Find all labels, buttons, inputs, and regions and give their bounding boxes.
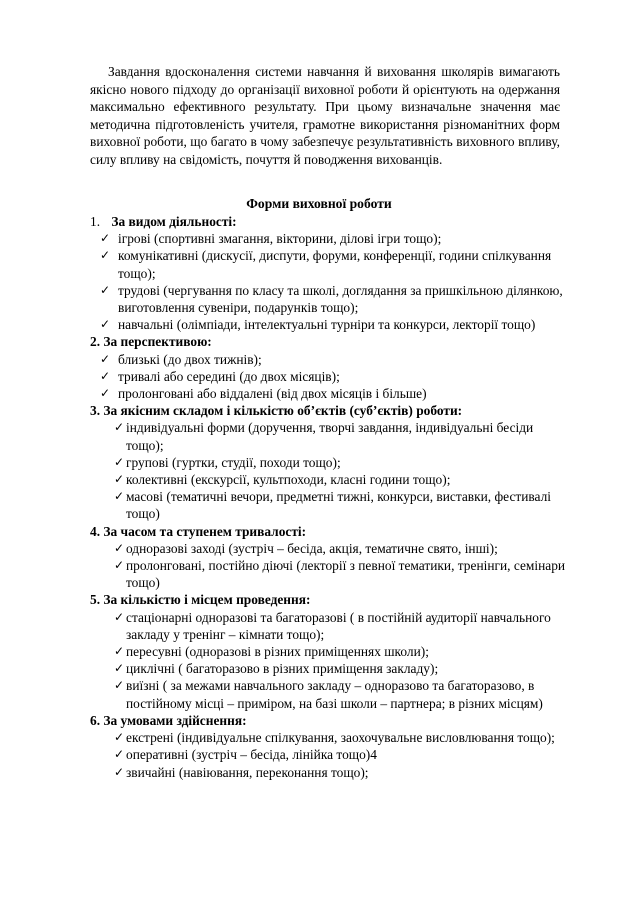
list-item — [90, 454, 570, 471]
list-item — [90, 557, 570, 591]
section-items — [90, 609, 570, 712]
checkmark-icon: ✓ — [114, 420, 125, 435]
checkmark-icon: ✓ — [114, 558, 125, 573]
checkmark-icon: ✓ — [100, 317, 111, 332]
section-items — [90, 419, 570, 522]
checkmark-icon: ✓ — [114, 540, 125, 555]
section-heading-text: За якісним складом і кількістю об’єктів (суб’єктів) роботи: — [103, 403, 463, 419]
list-item — [90, 368, 570, 385]
classification-section — [90, 333, 570, 402]
classification-section — [90, 712, 570, 781]
section-heading — [90, 712, 570, 729]
list-item-text: виїзні ( за межами навчального закладу – одноразово та багаторазово, в постійному місці – приміром, на базі школи – партнера; в різних місцям) — [126, 678, 543, 711]
checkmark-icon: ✓ — [114, 609, 125, 624]
list-item-text: масові (тематичні вечори, предметні тижні, конкурси, виставки, фестивалі тощо) — [126, 489, 552, 522]
section-items — [90, 540, 570, 592]
list-item — [90, 677, 570, 711]
section-heading — [90, 402, 570, 419]
list-item-text: циклічні ( багаторазово в різних приміщення закладу); — [126, 661, 439, 677]
list-item-text: близькі (до двох тижнів); — [118, 351, 262, 367]
section-heading-text: За кількістю і місцем проведення: — [103, 592, 311, 608]
list-item-text: ігрові (спортивні змагання, вікторини, ділові ігри тощо); — [118, 231, 442, 247]
section-items — [90, 230, 570, 333]
list-item — [90, 660, 570, 677]
checkmark-icon: ✓ — [114, 730, 125, 745]
checkmark-icon: ✓ — [114, 472, 125, 487]
section-heading-text: За перспективою: — [103, 334, 212, 350]
section-number: 1. — [90, 214, 101, 229]
checkmark-icon: ✓ — [100, 368, 111, 383]
section-number: 3. — [90, 403, 101, 419]
list-item — [90, 729, 570, 746]
list-item-text: групові (гуртки, студії, походи тощо); — [126, 454, 341, 470]
list-item — [90, 385, 570, 402]
list-item-text: комунікативні (дискусії, диспути, форуми, конференції, години спілкування тощо); — [118, 248, 552, 281]
list-item-text: тривалі або середині (до двох місяців); — [118, 368, 340, 384]
list-item — [90, 230, 570, 247]
list-item — [90, 282, 570, 316]
section-heading-text: За часом та ступенем тривалості: — [103, 523, 307, 539]
list-item — [90, 643, 570, 660]
checkmark-icon: ✓ — [114, 747, 125, 762]
checkmark-icon: ✓ — [114, 661, 125, 676]
section-items — [90, 729, 570, 781]
classification-section — [90, 402, 570, 522]
list-item — [90, 764, 570, 781]
list-item-text: екстрені (індивідуальне спілкування, заохочувальне висловлювання тощо); — [126, 730, 555, 746]
list-item-text: одноразові заході (зустріч – бесіда, акція, тематичне свято, інші); — [126, 540, 498, 556]
checkmark-icon: ✓ — [114, 644, 125, 659]
section-number: 5. — [90, 592, 101, 608]
section-number: 6. — [90, 712, 101, 728]
intro-paragraph: Завдання вдосконалення системи навчання й виховання школярів вимагають якісно нового підходу до організації виховної роботи й орієнтують на одержання максимально ефективного результату. При цьому визначальне значення має методична підготовленість учителя, грамотне використання різноманітних форм виховної роботи, що багато в чому забезпечує результативність виховного впливу, силу впливу на свідомість, почуття й поводження вихованців. — [90, 64, 560, 167]
section-heading — [90, 591, 570, 608]
list-item — [90, 609, 570, 643]
list-item-text: пересувні (одноразові в різних приміщеннях школи); — [126, 644, 429, 660]
list-item-text: пролонговані або віддалені (від двох місяців і більше) — [118, 386, 427, 402]
section-items — [90, 351, 570, 403]
section-heading — [90, 523, 570, 540]
list-item-text: колективні (екскурсії, культпоходи, класні години тощо); — [126, 472, 451, 488]
list-item — [90, 471, 570, 488]
list-item — [90, 247, 570, 281]
checkmark-icon: ✓ — [100, 386, 111, 401]
section-title: Форми виховної роботи — [246, 196, 392, 211]
list-item-text: навчальні (олімпіади, інтелектуальні турніри та конкурси, лекторії тощо) — [118, 317, 536, 333]
section-heading — [90, 333, 570, 350]
list-item-text: оперативні (зустріч – бесіда, лінійка тощо)4 — [126, 747, 377, 763]
section-heading — [90, 213, 570, 230]
classification-section — [90, 213, 570, 333]
list-item — [90, 419, 570, 453]
list-item-text: індивідуальні форми (доручення, творчі завдання, індивідуальні бесіди тощо); — [126, 420, 534, 453]
checkmark-icon: ✓ — [114, 489, 125, 504]
checkmark-icon: ✓ — [100, 351, 111, 366]
checkmark-icon: ✓ — [100, 231, 111, 246]
checkmark-icon: ✓ — [114, 678, 125, 693]
list-item — [90, 540, 570, 557]
checkmark-icon: ✓ — [114, 764, 125, 779]
section-number: 4. — [90, 523, 101, 539]
list-item — [90, 316, 570, 333]
list-item-text: стаціонарні одноразові та багаторазові ( в постійній аудиторії навчального закладу у тренінг – кімнати тощо); — [126, 609, 551, 642]
checkmark-icon: ✓ — [100, 248, 111, 263]
forms-list — [90, 213, 570, 781]
section-heading-text: За умовами здійснення: — [103, 712, 247, 728]
section-number: 2. — [90, 334, 101, 350]
list-item — [90, 488, 570, 522]
checkmark-icon: ✓ — [100, 282, 111, 297]
list-item-text: звичайні (навіювання, переконання тощо); — [126, 764, 369, 780]
list-item — [90, 351, 570, 368]
classification-section — [90, 591, 570, 711]
section-heading-text: За видом діяльності: — [111, 214, 237, 229]
list-item-text: трудові (чергування по класу та школі, доглядання за пришкільною ділянкою, виготовлення сувеніри, подарунків тощо); — [118, 282, 563, 316]
list-item-text: пролонговані, постійно діючі (лекторії з певної тематики, тренінги, семінари тощо) — [126, 558, 566, 591]
classification-section — [90, 523, 570, 592]
list-item — [90, 746, 570, 763]
checkmark-icon: ✓ — [114, 454, 125, 469]
